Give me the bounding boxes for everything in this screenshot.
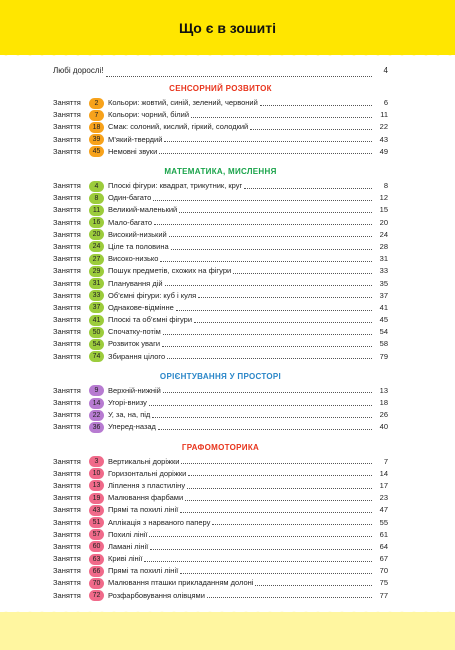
dot-leader — [255, 584, 372, 586]
lesson-label: Заняття — [53, 410, 81, 420]
lesson-number-badge: 54 — [89, 339, 104, 350]
lesson-topic: Мало-багато — [108, 217, 153, 227]
dot-leader — [149, 404, 372, 406]
page-number: 54 — [379, 327, 388, 337]
toc-row — [53, 577, 388, 589]
lesson-label: Заняття — [53, 578, 81, 588]
lesson-label: Заняття — [53, 590, 81, 600]
sections-container — [53, 83, 388, 602]
lesson-number-badge: 37 — [89, 302, 104, 313]
toc-section — [53, 434, 388, 602]
toc-row — [53, 180, 388, 192]
dot-leader — [154, 223, 372, 225]
lesson-label: Заняття — [53, 468, 81, 478]
lesson-topic: Ціле та половина — [108, 241, 169, 251]
dot-leader — [185, 499, 372, 501]
toc-section — [53, 363, 388, 434]
dot-leader — [233, 272, 372, 274]
dot-leader — [244, 187, 372, 189]
lesson-label: Заняття — [53, 217, 81, 227]
lesson-label: Заняття — [53, 456, 81, 466]
lesson-topic: Ліплення з пластиліну — [108, 480, 186, 490]
page-number: 33 — [379, 266, 388, 276]
lesson-number-badge: 60 — [89, 541, 104, 552]
toc-row — [53, 109, 388, 121]
lesson-number-badge: 20 — [89, 229, 104, 240]
lesson-topic: У, за, на, під — [108, 410, 151, 420]
dot-leader — [181, 462, 372, 464]
lesson-label: Заняття — [53, 134, 81, 144]
lesson-number-badge: 27 — [89, 254, 104, 265]
toc-section — [53, 83, 388, 158]
lesson-number-badge: 9 — [89, 385, 104, 396]
lesson-topic: Аплікація з нарваного паперу — [108, 517, 211, 527]
lesson-label: Заняття — [53, 205, 81, 215]
lesson-topic: Кольори: жовтий, синій, зелений, червоний — [108, 98, 258, 108]
toc-row — [53, 397, 388, 409]
lesson-number-badge: 66 — [89, 566, 104, 577]
page-number: 23 — [379, 493, 388, 503]
lesson-topic: Високо-низько — [108, 254, 159, 264]
dot-leader — [149, 535, 372, 537]
lesson-label: Заняття — [53, 266, 81, 276]
dot-leader — [250, 128, 372, 130]
lesson-label: Заняття — [53, 554, 81, 564]
toc-row — [53, 217, 388, 229]
dot-leader — [150, 548, 372, 550]
toc-row — [53, 456, 388, 468]
table-of-contents — [53, 66, 388, 602]
lesson-topic: Плоскі фігури: квадрат, трикутник, круг — [108, 181, 243, 191]
page-number: 12 — [379, 193, 388, 203]
toc-row — [53, 480, 388, 492]
page-number: 41 — [379, 302, 388, 312]
intro-text: Любі дорослі! — [53, 66, 104, 75]
dot-leader — [180, 511, 372, 513]
toc-row — [53, 504, 388, 516]
lesson-number-badge: 33 — [89, 290, 104, 301]
page-number: 26 — [379, 410, 388, 420]
lesson-topic: Збирання цілого — [108, 351, 166, 361]
lesson-number-badge: 45 — [89, 146, 104, 157]
toc-row — [53, 492, 388, 504]
toc-row — [53, 409, 388, 421]
lesson-topic: Немовні звуки — [108, 146, 158, 156]
toc-row — [53, 565, 388, 577]
toc-row — [53, 351, 388, 363]
section-gap — [53, 158, 388, 166]
lesson-topic: Об’ємні фігури: куб і куля — [108, 290, 197, 300]
dot-leader — [260, 104, 372, 106]
toc-row — [53, 204, 388, 216]
dot-leader — [212, 523, 372, 525]
page-number: 79 — [379, 351, 388, 361]
toc-row — [53, 421, 388, 433]
toc-row — [53, 121, 388, 133]
dot-leader — [188, 474, 372, 476]
lesson-number-badge: 13 — [89, 480, 104, 491]
toc-row — [53, 590, 388, 602]
lesson-topic: Прямі та похилі лінії — [108, 505, 179, 515]
lesson-topic: Прямі та похилі лінії — [108, 566, 179, 576]
lesson-number-badge: 51 — [89, 517, 104, 528]
lesson-number-badge: 22 — [89, 410, 104, 421]
page-number: 28 — [379, 241, 388, 251]
page-number: 37 — [379, 290, 388, 300]
lesson-label: Заняття — [53, 529, 81, 539]
lesson-number-badge: 63 — [89, 554, 104, 565]
lesson-label: Заняття — [53, 110, 81, 120]
lesson-number-badge: 3 — [89, 456, 104, 467]
page-number: 31 — [379, 254, 388, 264]
page-number: 40 — [379, 422, 388, 432]
lesson-label: Заняття — [53, 541, 81, 551]
toc-row — [53, 253, 388, 265]
lesson-topic: Малювання пташки прикладанням долоні — [108, 578, 254, 588]
toc-row — [53, 541, 388, 553]
dot-leader — [191, 116, 372, 118]
lesson-label: Заняття — [53, 517, 81, 527]
toc-row — [53, 97, 388, 109]
lesson-number-badge: 11 — [89, 205, 104, 216]
lesson-number-badge: 74 — [89, 351, 104, 362]
lesson-topic: Високий-низький — [108, 229, 167, 239]
lesson-topic: Вертикальні доріжки — [108, 456, 180, 466]
section-gap — [53, 434, 388, 442]
lesson-topic: Кольори: чорний, білий — [108, 110, 190, 120]
dot-leader — [167, 357, 372, 359]
lesson-label: Заняття — [53, 480, 81, 490]
page-number: 75 — [379, 578, 388, 588]
lesson-label: Заняття — [53, 290, 81, 300]
dot-leader — [165, 284, 372, 286]
toc-row — [53, 229, 388, 241]
dot-leader — [144, 560, 372, 562]
page-number: 47 — [379, 505, 388, 515]
toc-row — [53, 192, 388, 204]
lesson-number-badge: 7 — [89, 110, 104, 121]
lesson-topic: Смак: солоний, кислий, гіркий, солодкий — [108, 122, 249, 132]
toc-row — [53, 553, 388, 565]
dot-leader — [162, 345, 372, 347]
lesson-label: Заняття — [53, 122, 81, 132]
dot-leader — [163, 333, 372, 335]
lesson-topic: Плоскі та об’ємні фігури — [108, 315, 193, 325]
lesson-label: Заняття — [53, 98, 81, 108]
toc-row — [53, 338, 388, 350]
toc-row — [53, 241, 388, 253]
lesson-number-badge: 50 — [89, 327, 104, 338]
lesson-number-badge: 10 — [89, 468, 104, 479]
page-number: 49 — [379, 146, 388, 156]
lesson-topic: Пошук предметів, схожих на фігури — [108, 266, 232, 276]
lesson-topic: Угорі-внизу — [108, 398, 147, 408]
lesson-number-badge: 24 — [89, 241, 104, 252]
lesson-number-badge: 4 — [89, 181, 104, 192]
page-number: 67 — [379, 554, 388, 564]
toc-row — [53, 146, 388, 158]
toc-row — [53, 302, 388, 314]
lesson-label: Заняття — [53, 385, 81, 395]
toc-row — [53, 277, 388, 289]
dot-leader — [198, 296, 372, 298]
toc-row — [53, 265, 388, 277]
page-number: 24 — [379, 229, 388, 239]
dot-leader — [106, 75, 372, 77]
page-number: 43 — [379, 134, 388, 144]
section-title: ОРІЄНТУВАННЯ У ПРОСТОРІ — [159, 371, 282, 381]
page-number: 35 — [379, 278, 388, 288]
lesson-number-badge: 16 — [89, 217, 104, 228]
lesson-number-badge: 14 — [89, 398, 104, 409]
toc-row — [53, 385, 388, 397]
dot-leader — [180, 572, 372, 574]
page-number: 7 — [383, 456, 388, 466]
dot-leader — [152, 416, 372, 418]
dot-leader — [158, 428, 372, 430]
lesson-number-badge: 39 — [89, 134, 104, 145]
page-number: 17 — [379, 480, 388, 490]
lesson-label: Заняття — [53, 254, 81, 264]
page-number: 13 — [379, 385, 388, 395]
lesson-number-badge: 8 — [89, 193, 104, 204]
toc-row — [53, 468, 388, 480]
page-number: 45 — [379, 315, 388, 325]
lesson-topic: Планування дій — [108, 278, 163, 288]
lesson-label: Заняття — [53, 339, 81, 349]
lesson-number-badge: 19 — [89, 493, 104, 504]
lesson-topic: М’який-твердий — [108, 134, 163, 144]
page-number: 77 — [379, 590, 388, 600]
lesson-number-badge: 18 — [89, 122, 104, 133]
dot-leader — [176, 309, 372, 311]
intro-row — [53, 66, 388, 80]
toc-row — [53, 529, 388, 541]
toc-row — [53, 290, 388, 302]
section-title: СЕНСОРНИЙ РОЗВИТОК — [169, 84, 272, 93]
lesson-number-badge: 43 — [89, 505, 104, 516]
toc-row — [53, 134, 388, 146]
dot-leader — [159, 152, 372, 154]
lesson-label: Заняття — [53, 241, 81, 251]
dot-leader — [169, 235, 372, 237]
lesson-label: Заняття — [53, 146, 81, 156]
page-number: 15 — [379, 205, 388, 215]
lesson-number-badge: 29 — [89, 266, 104, 277]
lesson-label: Заняття — [53, 302, 81, 312]
lesson-topic: Малювання фарбами — [108, 493, 184, 503]
lesson-number-badge: 70 — [89, 578, 104, 589]
dot-leader — [163, 391, 372, 393]
section-title: МАТЕМАТИКА, МИСЛЕННЯ — [164, 166, 277, 176]
page-number: 70 — [379, 566, 388, 576]
lesson-label: Заняття — [53, 398, 81, 408]
page-number: 55 — [379, 517, 388, 527]
dot-leader — [160, 260, 372, 262]
lesson-topic: Уперед-назад — [108, 422, 156, 432]
page-number: 18 — [379, 398, 388, 408]
lesson-topic: Ламані лінії — [108, 541, 149, 551]
page-number: 4 — [383, 66, 388, 75]
page-title: Що є в зошиті — [178, 20, 276, 36]
page-number: 11 — [380, 110, 388, 120]
lesson-number-badge: 72 — [89, 590, 104, 601]
lesson-topic: Один-багато — [108, 193, 152, 203]
page-number: 8 — [383, 181, 388, 191]
lesson-number-badge: 57 — [89, 529, 104, 540]
lesson-number-badge: 31 — [89, 278, 104, 289]
lesson-topic: Розвиток уваги — [108, 339, 161, 349]
lesson-number-badge: 36 — [89, 422, 104, 433]
dot-leader — [187, 487, 372, 489]
dot-leader — [179, 211, 372, 213]
page-number: 20 — [379, 217, 388, 227]
lesson-label: Заняття — [53, 505, 81, 515]
section-gap — [53, 363, 388, 371]
page-number: 61 — [379, 529, 388, 539]
lesson-topic: Однакове-відмінне — [108, 302, 174, 312]
toc-section — [53, 158, 388, 363]
lesson-number-badge: 41 — [89, 315, 104, 326]
toc-row — [53, 314, 388, 326]
lesson-topic: Верхній-нижній — [108, 385, 161, 395]
lesson-label: Заняття — [53, 351, 81, 361]
page-number: 6 — [383, 98, 388, 108]
lesson-label: Заняття — [53, 181, 81, 191]
toc-row — [53, 326, 388, 338]
page-number: 22 — [379, 122, 388, 132]
dot-leader — [164, 140, 372, 142]
lesson-topic: Розфарбовування олівцями — [108, 590, 205, 600]
toc-row — [53, 516, 388, 528]
lesson-label: Заняття — [53, 315, 81, 325]
dot-leader — [207, 596, 372, 598]
page-number: 58 — [379, 339, 388, 349]
lesson-label: Заняття — [53, 327, 81, 337]
lesson-label: Заняття — [53, 278, 81, 288]
lesson-label: Заняття — [53, 566, 81, 576]
page-number: 14 — [379, 468, 388, 478]
page-number: 64 — [379, 541, 388, 551]
dot-leader — [194, 321, 372, 323]
lesson-number-badge: 2 — [89, 98, 104, 109]
lesson-label: Заняття — [53, 193, 81, 203]
lesson-topic: Похилі лінії — [108, 529, 148, 539]
lesson-topic: Горизонтальні доріжки — [108, 468, 187, 478]
dot-leader — [153, 199, 372, 201]
lesson-topic: Спочатку-потім — [108, 327, 161, 337]
lesson-label: Заняття — [53, 493, 81, 503]
dot-leader — [171, 248, 372, 250]
lesson-topic: Великий-маленький — [108, 205, 178, 215]
lesson-label: Заняття — [53, 229, 81, 239]
lesson-label: Заняття — [53, 422, 81, 432]
bottom-yellow-band — [0, 612, 455, 650]
lesson-topic: Криві лінії — [108, 554, 143, 564]
section-title: ГРАФОМОТОРИКА — [181, 442, 260, 452]
